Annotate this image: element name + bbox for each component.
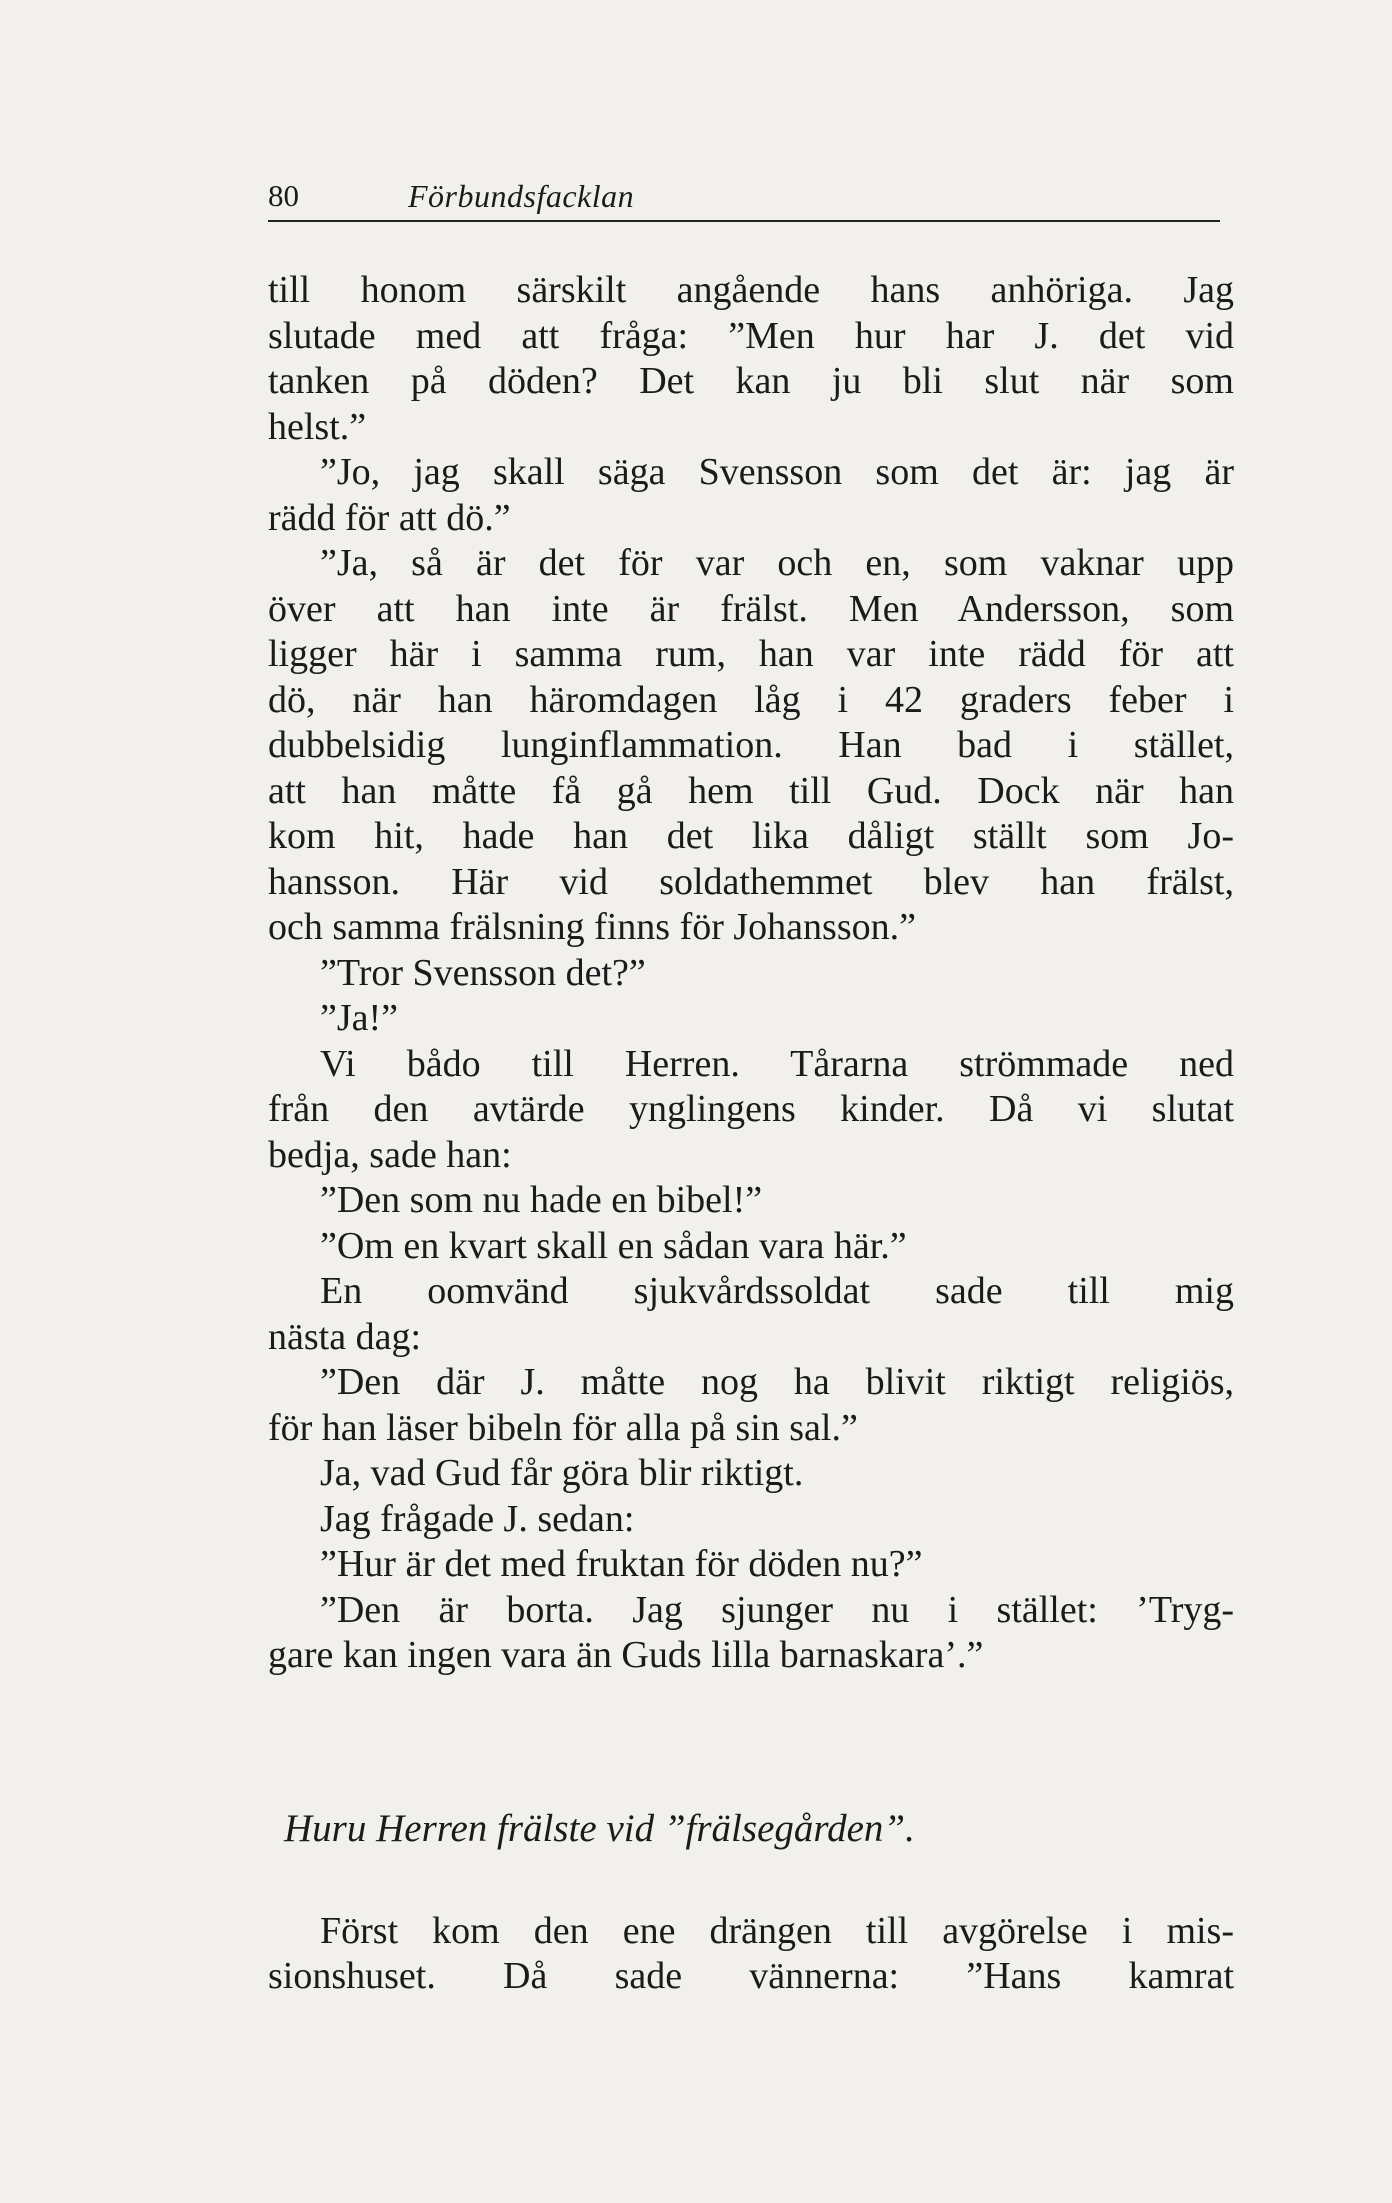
text-line: kom hit, hade han det lika dåligt ställt som Jo- <box>268 815 1234 857</box>
text-line: dö, när han häromdagen låg i 42 graders feber i <box>268 678 1234 721</box>
section-gap <box>268 1859 1234 1909</box>
text-line: ”Ja, så är det för var och en, som vaknar upp <box>320 542 1234 584</box>
text-line: ”Hur är det med fruktan för döden nu?” <box>320 1543 923 1585</box>
text-line: ”Jo, jag skall säga Svensson som det är: jag är <box>320 451 1234 493</box>
text-line: ”Ja!” <box>320 997 399 1039</box>
body-text <box>268 268 1234 2000</box>
text-line: till honom särskilt angående hans anhöriga. Jag <box>268 269 1234 311</box>
text-line: ”Tror Svensson det?” <box>320 951 646 994</box>
page-header <box>268 168 1220 218</box>
text-line: att han måtte få gå hem till Gud. Dock när han <box>268 769 1234 812</box>
section-heading: Huru Herren frälste vid ”frälsegården”. <box>284 1806 915 1850</box>
text-line: ”Den där J. måtte nog ha blivit riktigt religiös, <box>320 1361 1234 1403</box>
page-number: 80 <box>268 178 299 213</box>
text-line: slutade med att fråga: ”Men hur har J. det vid <box>268 314 1234 357</box>
text-line: ”Den som nu hade en bibel!” <box>320 1179 763 1221</box>
text-line: och samma frälsning finns för Johansson.” <box>268 906 916 948</box>
text-line: Ja, vad Gud får göra blir riktigt. <box>320 1452 804 1494</box>
text-line: bedja, sade han: <box>268 1133 512 1176</box>
text-line: hansson. Här vid soldathemmet blev han frälst, <box>268 860 1234 903</box>
text-line: rädd för att dö.” <box>268 496 511 539</box>
text-line: sionshuset. Då sade vännerna: ”Hans kamrat <box>268 1955 1234 1997</box>
text-line: Först kom den ene drängen till avgörelse i mis- <box>320 1909 1234 1952</box>
text-line: dubbelsidig lunginflammation. Han bad i stället, <box>268 724 1234 766</box>
text-line: ligger här i samma rum, han var inte rädd för att <box>268 633 1234 675</box>
text-line: helst.” <box>268 405 367 448</box>
text-line: ”Den är borta. Jag sjunger nu i stället: ’Tryg- <box>320 1588 1234 1631</box>
text-line: över att han inte är frälst. Men Andersson, som <box>268 587 1234 630</box>
text-line: ”Om en kvart skall en sådan vara här.” <box>320 1224 907 1267</box>
section-gap <box>268 1679 1234 1799</box>
header-rule <box>268 220 1220 222</box>
text-line: nästa dag: <box>268 1315 422 1358</box>
running-title: Förbundsfacklan <box>408 178 635 214</box>
text-line: för han läser bibeln för alla på sin sal.” <box>268 1406 858 1449</box>
text-line: En oomvänd sjukvårdssoldat sade till mig <box>320 1270 1234 1312</box>
text-line: från den avtärde ynglingens kinder. Då vi slutat <box>268 1088 1234 1130</box>
text-line: Vi bådo till Herren. Tårarna strömmade ned <box>320 1042 1234 1085</box>
text-line: Jag frågade J. sedan: <box>320 1497 635 1540</box>
text-line: tanken på döden? Det kan ju bli slut när som <box>268 360 1234 402</box>
text-line: gare kan ingen vara än Guds lilla barnaskara’.” <box>268 1634 984 1676</box>
